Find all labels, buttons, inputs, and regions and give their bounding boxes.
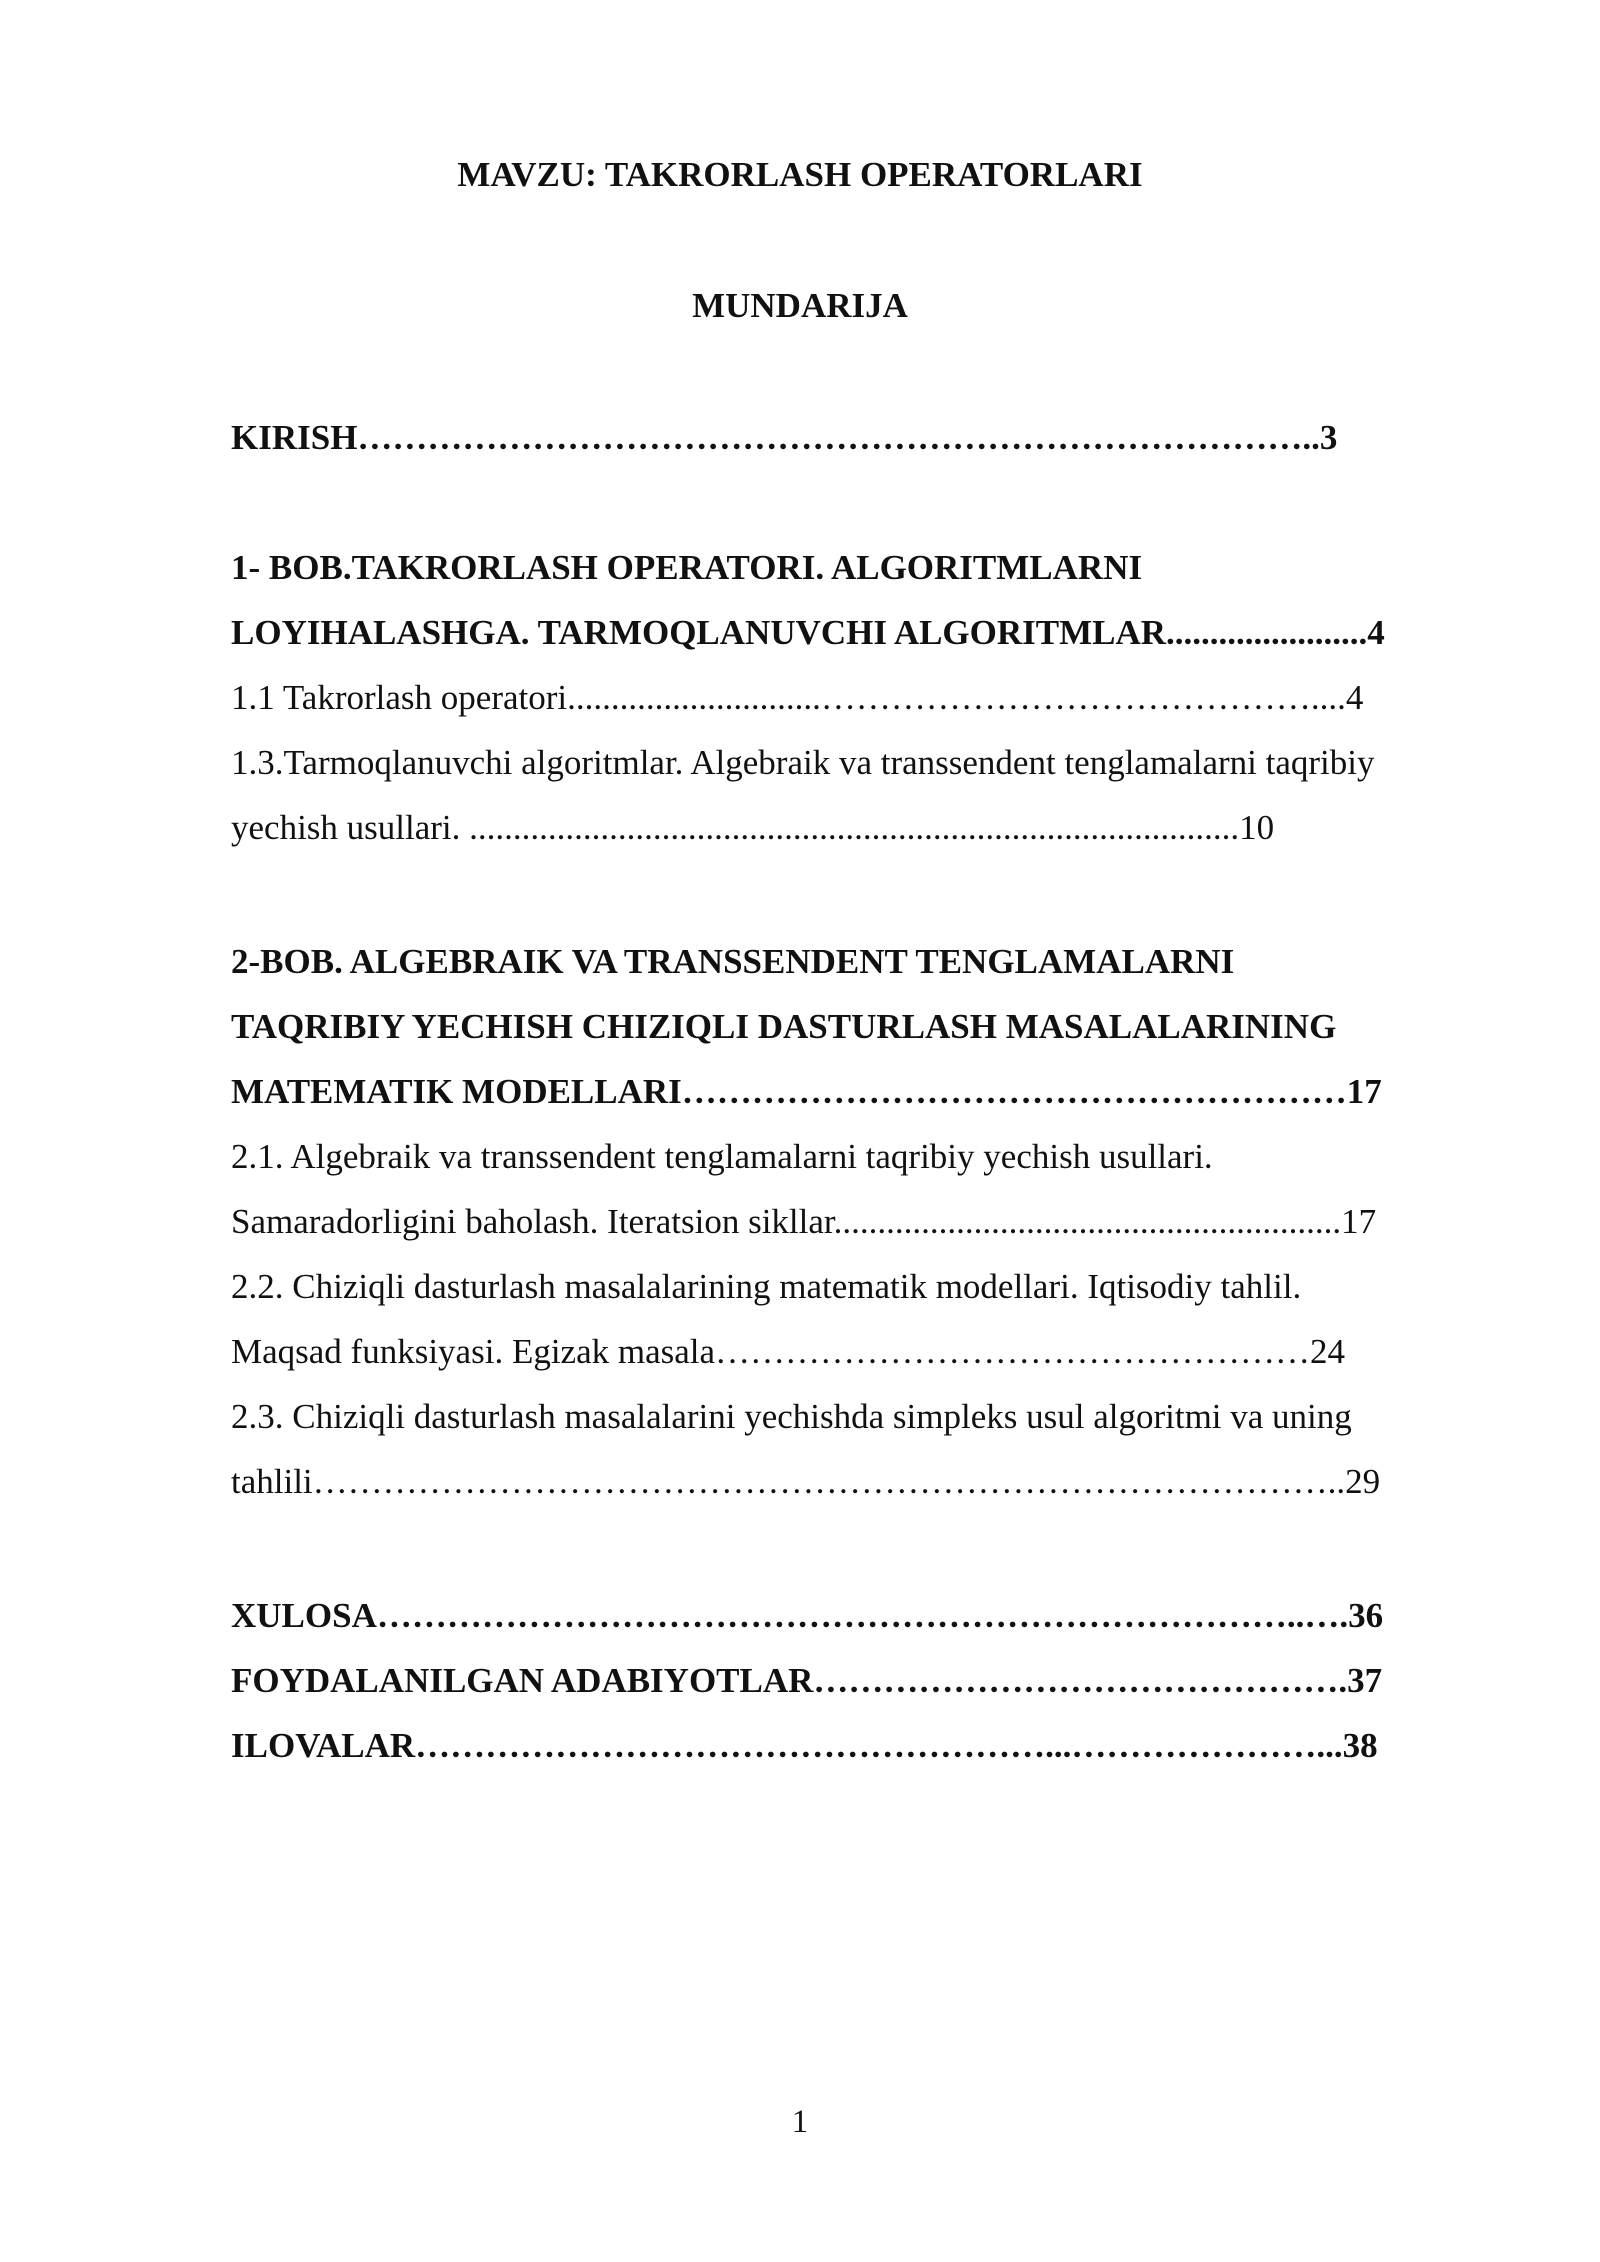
toc-entry-section-2-1-line-1[interactable]: 2.1. Algebraik va transsendent tenglamalarni taqribiy yechish usullari. — [231, 1137, 1213, 1176]
toc-entry-section-1-3-line-1[interactable]: 1.3.Tarmoqlanuvchi algoritmlar. Algebraik va transsendent tenglamalarni taqribiy — [231, 743, 1375, 782]
toc-entry-section-2-2-line-2[interactable]: Maqsad funksiyasi. Egizak masala……………………………………………24 — [231, 1332, 1346, 1371]
toc-entry-section-1-1[interactable]: 1.1 Takrorlash operatori.............................……………………………………....4 — [231, 678, 1364, 717]
toc-entry-chapter-2-line-2[interactable]: TAQRIBIY YECHISH CHIZIQLI DASTURLASH MASALALARINING — [231, 1007, 1337, 1046]
toc-entry-kirish[interactable]: KIRISH………………………………………………………………………..3 — [231, 418, 1338, 457]
toc-entry-chapter-1-line-2[interactable]: LOYIHALASHGA. TARMOQLANUVCHI ALGORITMLAR.......................4 — [231, 613, 1385, 652]
toc-entry-section-2-3-line-2[interactable]: tahlili……………………………………………………………………………..29 — [231, 1462, 1381, 1501]
toc-entry-chapter-2-line-1[interactable]: 2-BOB. ALGEBRAIK VA TRANSSENDENT TENGLAMALARNI — [231, 942, 1235, 981]
toc-entry-chapter-2-line-3[interactable]: MATEMATIK MODELLARI…………………………………………………17 — [231, 1072, 1382, 1111]
toc-entry-section-2-3-line-1[interactable]: 2.3. Chiziqli dasturlash masalalarini yechishda simpleks usul algoritmi va uning — [231, 1397, 1352, 1436]
toc-entry-adabiyotlar[interactable]: FOYDALANILGAN ADABIYOTLAR……………………………………….37 — [231, 1661, 1383, 1700]
toc-entry-xulosa[interactable]: XULOSA……………………………………………………………………..….36 — [231, 1596, 1384, 1635]
toc-entry-section-2-2-line-1[interactable]: 2.2. Chiziqli dasturlash masalalarining matematik modellari. Iqtisodiy tahlil. — [231, 1267, 1302, 1306]
toc-entry-chapter-1-line-1[interactable]: 1- BOB.TAKRORLASH OPERATORI. ALGORITMLARNI — [231, 548, 1143, 587]
toc-entry-section-1-3-line-2[interactable]: yechish usullari. ........................................................................................10 — [231, 808, 1275, 847]
toc-entry-section-2-1-line-2[interactable]: Samaradorligini baholash. Iteratsion sikllar..........................................................17 — [231, 1202, 1377, 1241]
topic-title: MAVZU: TAKRORLASH OPERATORLARI — [457, 155, 1143, 194]
toc-heading: MUNDARIJA — [692, 286, 908, 325]
toc-entry-ilovalar[interactable]: ILOVALAR………………………………………………...…………………...38 — [231, 1726, 1378, 1765]
page-number: 1 — [791, 2104, 809, 2140]
